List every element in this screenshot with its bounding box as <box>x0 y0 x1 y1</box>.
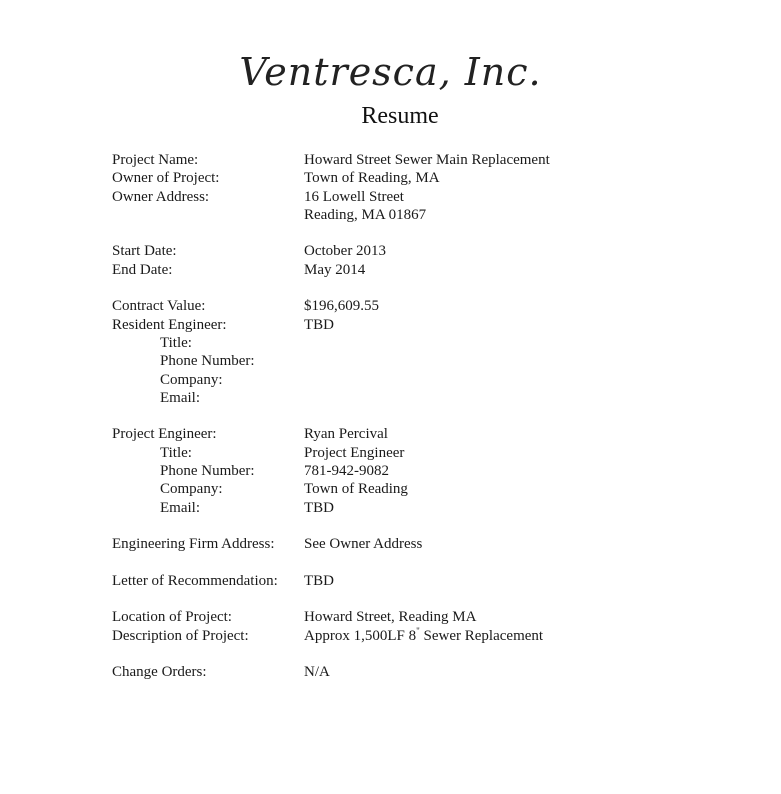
project-engineer-title-row <box>112 444 752 462</box>
owner-address-row-2 <box>112 206 752 224</box>
start-date-row <box>112 242 752 260</box>
spacer <box>112 517 752 535</box>
recommendation-value: TBD <box>304 572 334 589</box>
description-value-prefix: Approx 1,500LF 8 <box>304 627 417 644</box>
project-name-label: Project Name: <box>112 152 199 168</box>
project-engineer-title-value: Project Engineer <box>304 444 405 461</box>
description-value-suffix: Sewer Replacement <box>419 627 544 644</box>
spacer <box>112 407 752 425</box>
engineering-firm-label: Engineering Firm Address: <box>112 536 275 553</box>
start-date-value: October 2013 <box>304 243 387 260</box>
project-engineer-company-row <box>112 480 752 498</box>
resident-engineer-company-row <box>112 371 752 389</box>
project-name-value: Howard Street Sewer Main Replacement <box>304 152 550 168</box>
project-engineer-label: Project Engineer: <box>112 426 217 443</box>
resident-engineer-phone-row <box>112 352 752 370</box>
inch-mark: " <box>416 625 420 636</box>
location-label: Location of Project: <box>112 609 232 626</box>
contract-value: $196,609.55 <box>304 298 379 315</box>
description-label: Description of Project: <box>112 627 249 644</box>
project-engineer-title-label: Title: <box>160 444 192 461</box>
change-orders-value: N/A <box>304 664 330 681</box>
resident-engineer-label: Resident Engineer: <box>112 316 227 333</box>
spacer <box>112 645 752 663</box>
spacer <box>112 279 752 297</box>
resident-engineer-value: TBD <box>304 316 334 333</box>
location-row <box>112 608 752 626</box>
document-title: Resume <box>361 103 439 129</box>
project-engineer-phone-label: Phone Number: <box>160 463 255 480</box>
spacer <box>112 554 752 572</box>
spacer <box>112 224 752 242</box>
owner-value: Town of Reading, MA <box>304 170 440 187</box>
owner-address-row <box>112 188 752 206</box>
company-logo: Ventresca, Inc. <box>239 50 542 94</box>
project-engineer-row <box>112 425 752 443</box>
resident-engineer-email-label: Email: <box>160 389 200 406</box>
end-date-label: End Date: <box>112 261 173 278</box>
location-value: Howard Street, Reading MA <box>304 609 477 626</box>
owner-address-line2: Reading, MA 01867 <box>304 206 427 223</box>
change-orders-row <box>112 663 752 681</box>
project-engineer-phone-value: 781-942-9082 <box>304 463 389 480</box>
owner-row <box>112 169 752 187</box>
start-date-label: Start Date: <box>112 243 177 260</box>
resident-engineer-company-label: Company: <box>160 371 223 388</box>
engineering-firm-row <box>112 535 752 553</box>
spacer <box>112 590 752 608</box>
description-value <box>304 627 543 645</box>
resident-engineer-row <box>112 316 752 334</box>
project-engineer-company-label: Company: <box>160 481 223 498</box>
engineering-firm-value: See Owner Address <box>304 536 423 553</box>
contract-value-label: Contract Value: <box>112 298 206 315</box>
resident-engineer-phone-label: Phone Number: <box>160 353 255 370</box>
resident-engineer-title-label: Title: <box>160 334 192 351</box>
resident-engineer-email-row <box>112 389 752 407</box>
project-engineer-phone-row <box>112 462 752 480</box>
resident-engineer-title-row <box>112 334 752 352</box>
change-orders-label: Change Orders: <box>112 664 207 681</box>
project-engineer-email-value: TBD <box>304 499 334 516</box>
project-engineer-company-value: Town of Reading <box>304 481 408 498</box>
project-engineer-value: Ryan Percival <box>304 426 388 443</box>
end-date-value: May 2014 <box>304 261 366 278</box>
contract-value-row <box>112 297 752 315</box>
owner-label: Owner of Project: <box>112 170 220 187</box>
recommendation-row <box>112 572 752 590</box>
owner-address-line1: 16 Lowell Street <box>304 188 404 205</box>
end-date-row <box>112 261 752 279</box>
recommendation-label: Letter of Recommendation: <box>112 572 278 589</box>
owner-address-label: Owner Address: <box>112 188 210 205</box>
project-name-row <box>112 151 752 169</box>
description-row <box>112 627 752 645</box>
project-engineer-email-label: Email: <box>160 499 200 516</box>
project-engineer-email-row <box>112 499 752 517</box>
resume-fields <box>112 151 752 682</box>
